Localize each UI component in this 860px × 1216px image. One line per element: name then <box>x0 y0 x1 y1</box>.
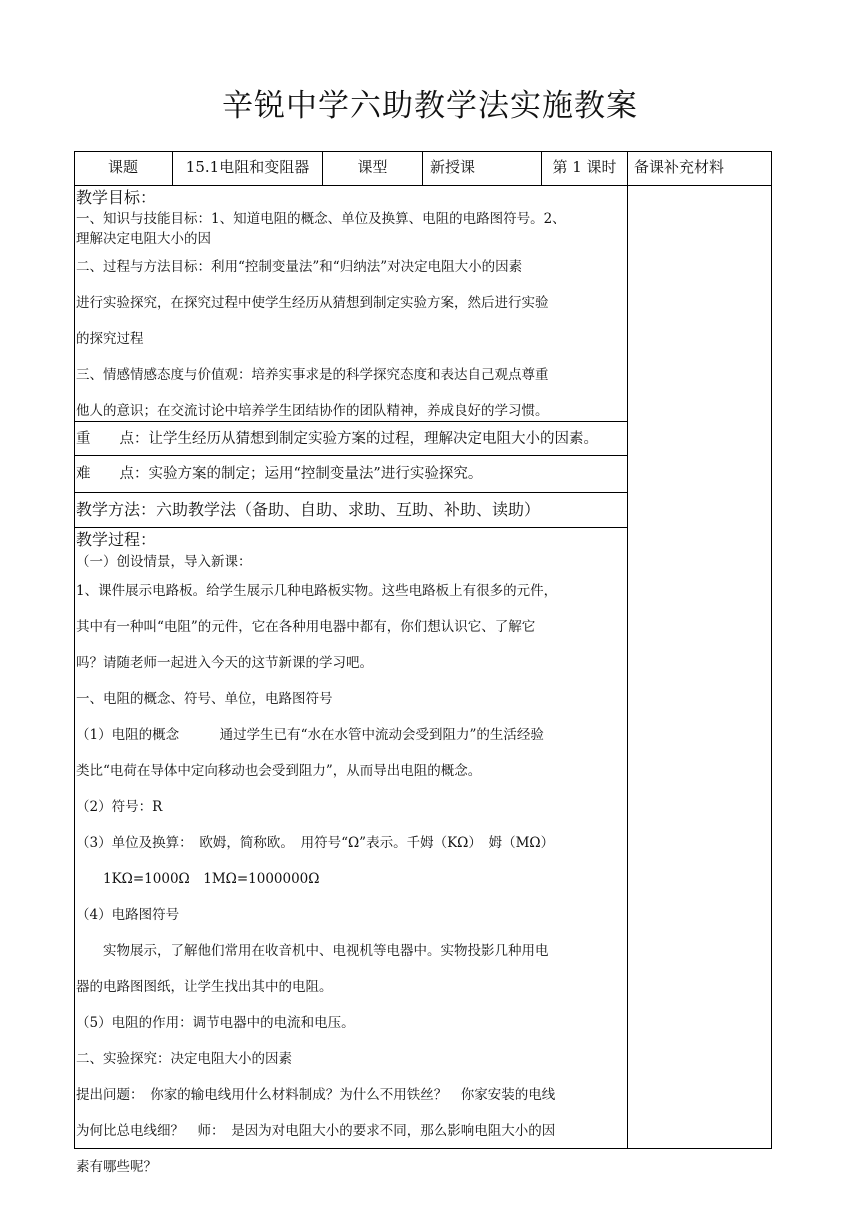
process-line: （1）电阻的概念 通过学生已有“水在水管中流动会受到阻力”的生活经验 <box>76 727 544 743</box>
difficulty-row <box>76 457 624 491</box>
row-separator <box>74 527 628 528</box>
process-line: 吗？请随老师一起进入今天的这节新课的学习吧。 <box>76 655 373 671</box>
process-line: 类比“电荷在导体中定向移动也会受到阻力”，从而导出电阻的概念。 <box>76 763 482 779</box>
process-line: 二、实验探究：决定电阻大小的因素 <box>76 1051 292 1067</box>
process-line: （2）符号：R <box>76 799 163 815</box>
header-divider <box>422 151 423 185</box>
period-value: 第 1 课时 <box>552 158 617 176</box>
supplement-heading: 备课补充材料 <box>634 158 725 176</box>
method-row <box>76 493 624 527</box>
objectives-section <box>76 187 624 429</box>
objective-line: 理解决定电阻大小的因 <box>76 231 211 247</box>
objective-line: 二、过程与方法目标：利用“控制变量法”和“归纳法”对决定电阻大小的因素 <box>76 259 523 275</box>
type-value: 新授课 <box>430 158 476 176</box>
process-line: 其中有一种叫“电阻”的元件，它在各种用电器中都有，你们想认识它、了解它 <box>76 619 536 635</box>
process-line: 素有哪些呢？ <box>76 1159 157 1175</box>
process-line: 1KΩ=1000Ω 1MΩ=1000000Ω <box>76 871 320 887</box>
lesson-plan-table <box>74 151 772 1175</box>
process-line: （5）电阻的作用：调节电器中的电流和电压。 <box>76 1015 355 1031</box>
difficulty: 难 点：实验方案的制定；运用“控制变量法”进行实验探究。 <box>76 466 483 482</box>
process-line: （一）创设情景，导入新课： <box>76 554 252 570</box>
process-line: 器的电路图图纸，让学生找出其中的电阻。 <box>76 979 333 995</box>
process-line: 1、课件展示电路板。给学生展示几种电路板实物。这些电路板上有很多的元件， <box>76 583 558 599</box>
process-line: 实物展示，了解他们常用在收音机中、电视机等电器中。实物投影几种用电 <box>76 943 549 959</box>
process-line: （4）电路图符号 <box>76 907 180 923</box>
process-heading: 教学过程： <box>76 530 157 549</box>
topic-value: 15.1电阻和变阻器 <box>185 158 310 176</box>
process-section <box>76 529 624 1185</box>
table-border-left <box>74 151 75 1149</box>
key-point: 重 点：让学生经历从猜想到制定实验方案的过程，理解决定电阻大小的因素。 <box>76 431 598 447</box>
table-border-right <box>771 151 772 1149</box>
objective-line: 进行实验探究，在探究过程中使学生经历从猜想到制定实验方案，然后进行实验 <box>76 295 549 311</box>
process-line: 一、电阻的概念、符号、单位，电路图符号 <box>76 691 333 707</box>
page-title: 辛锐中学六助教学法实施教案 <box>222 88 638 124</box>
type-label: 课型 <box>357 158 388 176</box>
objective-line: 他人的意识；在交流讨论中培养学生团结协作的团队精神，养成良好的学习惯。 <box>76 403 549 419</box>
row-separator <box>74 455 628 456</box>
objectives-heading: 教学目标： <box>76 188 157 207</box>
teaching-method: 教学方法：六助教学法（备助、自助、求助、互助、补助、读助） <box>76 500 541 519</box>
row-separator <box>74 185 772 186</box>
objective-line: 一、知识与技能目标：1、知道电阻的概念、单位及换算、电阻的电路图符号。2、 <box>76 211 566 227</box>
key-point-row <box>76 423 624 455</box>
process-line: 为何比总电线细？ 师： 是因为对电阻大小的要求不同，那么影响电阻大小的因 <box>76 1123 556 1139</box>
objective-line: 三、情感情感态度与价值观：培养实事求是的科学探究态度和表达自己观点尊重 <box>76 367 549 383</box>
supplement-divider <box>627 151 628 1149</box>
process-line: （3）单位及换算： 欧姆，简称欧。 用符号“Ω”表示。千姆（KΩ） 姆（MΩ） <box>76 835 555 851</box>
process-line: 提出问题： 你家的输电线用什么材料制成？为什么不用铁丝？ 你家安装的电线 <box>76 1087 556 1103</box>
topic-label: 课题 <box>107 158 138 176</box>
objective-line: 的探究过程 <box>76 331 144 347</box>
